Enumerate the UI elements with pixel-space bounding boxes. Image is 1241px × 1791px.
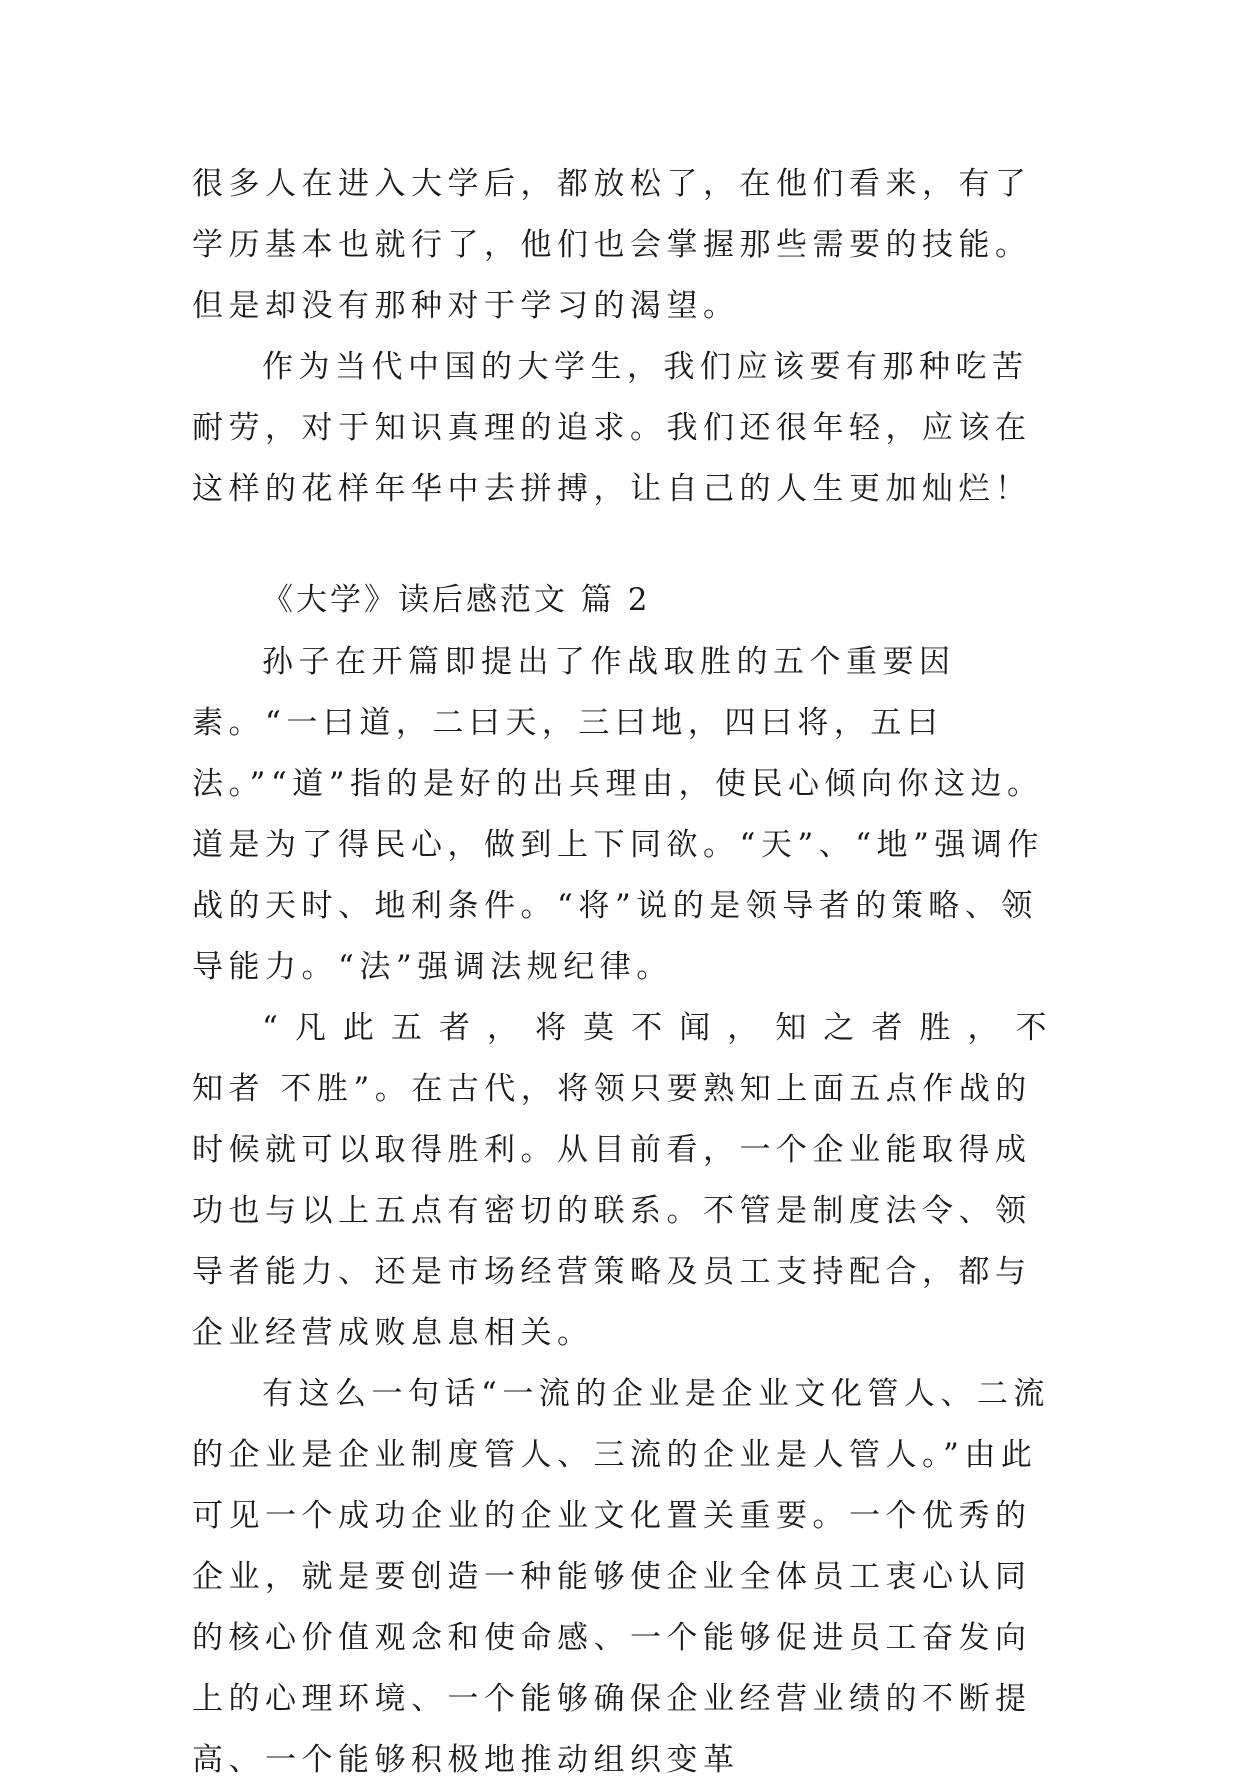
section1-body [192, 154, 1052, 520]
paragraph: 知者 不胜”。在古代，将领只要熟知上面五点作战的时候就可以取得胜利。从目前看，一个企业能取得成功也与以上五点有密切的联系。不管是制度法令、领导者能力、还是市场经营策略及员工支持配合，都与企业经营成败息息相关。 [192, 1071, 1032, 1351]
section2-body [192, 632, 1052, 1791]
paragraph: 作为当代中国的大学生，我们应该要有那种吃苦耐劳，对于知识真理的追求。我们还很年轻，应该在这样的花样年华中去拼搏，让自己的人生更加灿烂！ [192, 349, 1032, 507]
paragraph: 有这么一句话“一流的企业是企业文化管人、二流的企业是企业制度管人、三流的企业是人管人。”由此可见一个成功企业的企业文化置关重要。一个优秀的企业，就是要创造一种能够使企业全体员工衷心认同的核心价值观念和使命感、一个能够促进员工奋发向上的心理环境、一个能够确保企业经营业绩的不断提高、一个能够积极地推动组织变革 [192, 1376, 1050, 1778]
paragraph-spread-line [192, 998, 1052, 1059]
spread-text: “凡此五者，将莫不闻，知之者胜，不 [262, 1010, 1052, 1046]
paragraph: 孙子在开篇即提出了作战取胜的五个重要因素。“一曰道，二曰天，三曰地，四曰将，五曰法。”“道”指的是好的出兵理由，使民心倾向你这边。道是为了得民心，做到上下同欲。“天”、“地”强调作战的天时、地利条件。“将”说的是领导者的策略、领导能力。“法”强调法规纪律。 [192, 644, 1044, 985]
section-title: 《大学》读后感范文 篇 2 [262, 582, 651, 618]
paragraph: 很多人在进入大学后，都放松了，在他们看来，有了学历基本也就行了，他们也会掌握那些需要的技能。但是却没有那种对于学习的渴望。 [192, 166, 1032, 324]
